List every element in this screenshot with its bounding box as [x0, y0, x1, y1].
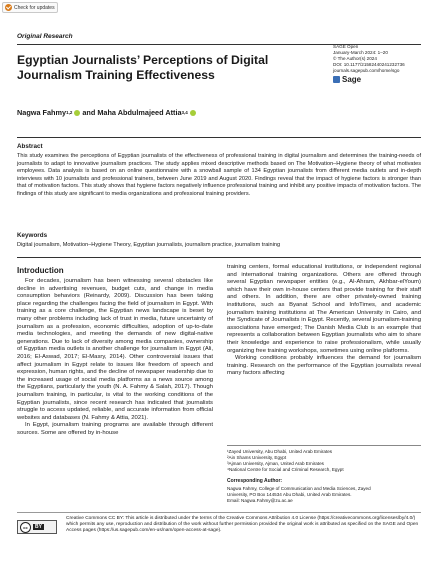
- corresponding-email[interactable]: Email: Nagwa.Fahmy@zu.ac.ae: [227, 498, 293, 503]
- journal-meta-line: January-March 2024: 1–20: [333, 50, 388, 55]
- check-updates-icon: [5, 4, 12, 11]
- affiliation-footnote: ⁴National Centre for Social and Criminal Research, Egypt: [227, 467, 344, 472]
- journal-meta-line: © The Author(s) 2024: [333, 56, 377, 61]
- introduction-heading: Introduction: [17, 266, 64, 275]
- check-for-updates-badge[interactable]: [2, 2, 58, 13]
- body-column-right: [227, 264, 421, 378]
- affiliation-footnote: ¹Zayed University, Abu Dhabi, United Arab Emirates: [227, 449, 333, 454]
- cc-by-label: BY: [35, 524, 42, 530]
- keywords-heading: Keywords: [17, 232, 48, 239]
- publisher-logo: [333, 75, 361, 84]
- abstract-text: This study examines the perceptions of Egyptian journalists of the effectiveness of professional training in digital journalism and determines the training-needs of journalists to adapt to innovative journalism practices. The study applies mixed descriptive methods based on The Motivation–Hygiene theory of what motivates employees. Data analysis is based on an online questionnaire with a snowball sample of 134 Egyptian journalists from different media outlets and in-depth interviews with 10 journalists and professional trainers, between June 2019 and August 2020. Findings reveal that the impact of hygiene factors is stronger than that of motivation factors. This study shows that hygiene factors negatively influence professional training and inhibit any positive impacts of motivation factors. The findings of this study are significant to media organizations and professional training providers.: [17, 153, 421, 197]
- article-title: Egyptian Journalists’ Perceptions of Digital Journalism Training Effectiveness: [17, 53, 269, 82]
- body-paragraph: Working conditions probably influences the demand for journalism training. Research on the performance of the Egyptian journalists reveal many factors affecting: [227, 355, 421, 377]
- author-line: [17, 108, 317, 117]
- orcid-icon[interactable]: [74, 110, 80, 116]
- abstract-heading: Abstract: [17, 143, 43, 150]
- journal-meta-line[interactable]: DOI: 10.1177/21582440241232736: [333, 62, 405, 67]
- footnote-rule: [227, 445, 421, 446]
- author-joiner: and Maha Abdulmajeed Attia: [82, 108, 182, 117]
- corresponding-author-details: [227, 486, 421, 504]
- cc-icon: cc: [20, 522, 31, 533]
- license-rule: [17, 512, 421, 513]
- journal-meta-line[interactable]: journals.sagepub.com/home/sgo: [333, 68, 400, 73]
- sage-logo-icon: [333, 76, 340, 83]
- creative-commons-badge[interactable]: [17, 520, 57, 534]
- abstract-top-rule: [17, 137, 421, 138]
- body-column-left: [17, 278, 213, 437]
- body-paragraph: In Egypt, journalism training programs are available through different sources. Some are offered by in-house: [17, 422, 213, 436]
- author-affiliation-sup: 3,4: [181, 110, 188, 115]
- author-name[interactable]: Nagwa Fahmy: [17, 108, 67, 117]
- corresponding-line: Nagwa Fahmy, College of Communication and Media Sciences, Zayed: [227, 486, 371, 491]
- publisher-logo-text: Sage: [342, 75, 362, 84]
- orcid-icon[interactable]: [190, 110, 196, 116]
- license-text: Creative Commons CC BY: This article is distributed under the terms of the Creative Commons Attribution 4.0 License (https://creativecommons.org/licenses/by/4.0/) which permits any use, reproduction and distribution of the work without further permission provided the original work is attributed as specified on the SAGE and Open Access pages (https://us.sagepub.com/en-us/nam/open-access-at-sage).: [66, 516, 419, 534]
- body-paragraph: training centers, formal educational institutions, or independent regional and international training organizations. Others are offered through several Egyptian newspaper entities (e.g., Al-Ahram, Akhbar-elYoum) which have their own in-house centers that provide training for their staff and others. In addition, there are other privately-owned training institutions, such as Byanat School and InfoTimes, and academic journalism training institutions at The American University in Cairo, and the Syndicate of Journalists in Egypt. Recently, several journalism-training associations have emerged; The Danish Media Club is an example that represents a collaboration between Egyptian journalists who aim to share their knowledge and experience to raise professionalism, while usually organizing free training workshops, sometimes using online platforms.: [227, 264, 421, 354]
- keywords-bottom-rule: [17, 257, 421, 258]
- author-affiliation-sup: 1,2: [66, 110, 73, 115]
- section-label: Original Research: [17, 33, 73, 40]
- corresponding-author-heading: Corresponding Author:: [227, 478, 283, 484]
- body-paragraph: For decades, journalism has been witnessing several obstacles like decline in advertising revenues, budget cuts, and change in media consumption behaviors (Reinardy, 2009). Discussion has been taking place regarding the challenges facing the field of journalism in Egypt. With training as a core challenge, the Egyptian news landscape is beset by many other problems including lack of trust in media, future uncertainty of journalism as a profession, economic difficulties, adoption of up-to-date media technologies, and meeting the demands of new digital-native generations. Due to lack of diversity among media companies, ownership of Egyptian media outlets is another challenge for journalism in Egypt (Ali, 2016; El-Aswad, 2017; El-Masry, 2014). Other controversial issues that affect journalism in Egypt relate to issues like freedom of speech and expression, human rights, and the decline of newspaper readership due to the increased usage of social media platforms as a news source among the Egyptians, particularly the youth (N. A. Fahmy & Salah, 2017). Though journalism training, in particular, is vital to the working conditions of the Egyptian journalists, since recent research has indicated that journalists struggle to access updated, reliable, and accurate information from official websites and databases (N. Fahmy & Attia, 2021).: [17, 278, 213, 421]
- check-updates-label: Check for updates: [14, 4, 55, 11]
- journal-meta-line: SAGE Open: [333, 44, 359, 49]
- affiliation-footnote: ³Ajman University, Ajman, United Arab Emirates: [227, 461, 324, 466]
- keywords-text: Digital journalism, Motivation–Hygiene Theory, Egyptian journalists, journalism practice, journalism training: [17, 242, 281, 248]
- affiliation-footnotes: [227, 449, 421, 473]
- corresponding-line: University, PO Box 144534 Abu Dhabi, United Arab Emirates.: [227, 492, 352, 497]
- affiliation-footnote: ²Ain Shams University, Egypt: [227, 455, 287, 460]
- journal-meta: [333, 44, 429, 74]
